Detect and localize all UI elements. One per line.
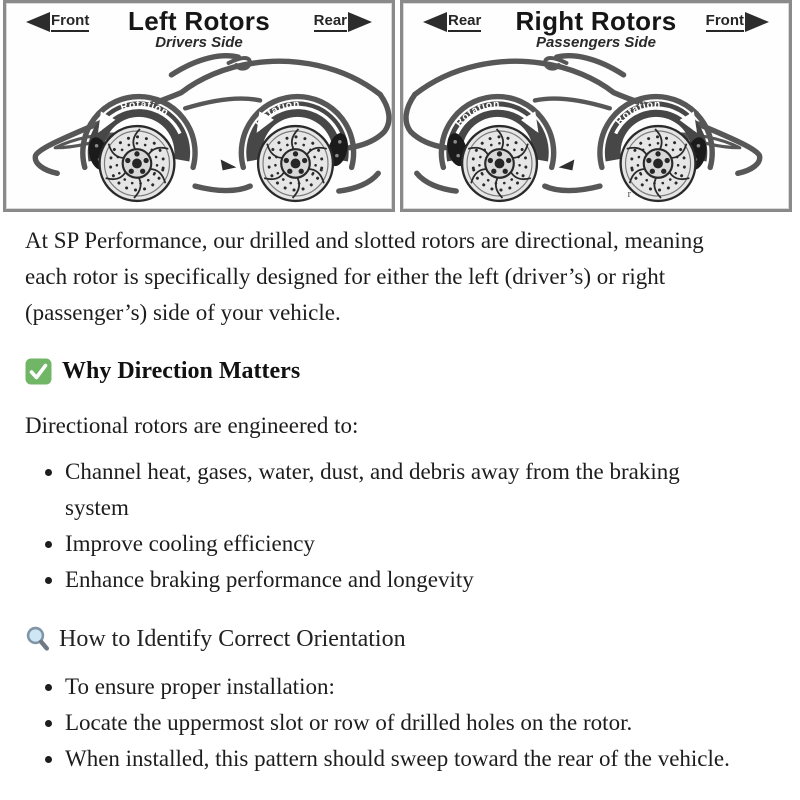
article-body <box>0 223 800 787</box>
arrow-left-icon <box>423 12 447 32</box>
left-car-illustration <box>6 51 392 209</box>
arrow-right-icon <box>348 12 372 32</box>
rear-direction-label: Rear <box>314 12 372 32</box>
how-to-identify-heading <box>25 625 760 654</box>
magnifying-glass-icon <box>25 625 52 654</box>
benefits-list <box>25 454 690 598</box>
panel-subtitle: Drivers Side <box>155 34 243 51</box>
panel-title: Left Rotors <box>128 6 270 36</box>
heading-text: How to Identify Correct Orientation <box>59 626 406 652</box>
panel-title: Right Rotors <box>515 6 677 36</box>
front-direction-label: Front <box>26 12 89 32</box>
left-rotors-panel <box>3 0 395 212</box>
panel-subtitle: Passengers Side <box>535 34 657 51</box>
rear-direction-label: Rear <box>423 12 481 32</box>
rotation-label: Rotation <box>453 99 501 130</box>
arrow-left-icon <box>26 12 50 32</box>
heading-text: Why Direction Matters <box>62 358 301 384</box>
rotation-label: Rotation <box>613 99 661 128</box>
list-item: • Channel heat, gases, water, dust, and debris away from the braking system <box>65 454 690 526</box>
intro-paragraph: At SP Performance, our drilled and slotted rotors are directional, meaning each rotor is specifically designed for either the left (driver’s) or right (passenger’s) side of your vehicle. <box>25 228 704 325</box>
left-panel-header <box>6 3 392 51</box>
front-direction-label: Front <box>706 12 769 32</box>
list-item: • Enhance braking performance and longevity <box>65 562 690 598</box>
orientation-steps-list <box>25 669 760 777</box>
image-artifact: r <box>627 187 632 200</box>
arrow-right-icon <box>745 12 769 32</box>
rotation-label: Rotation <box>253 99 301 130</box>
right-rotors-panel <box>400 0 792 212</box>
check-mark-icon <box>25 358 52 385</box>
rotor-direction-diagram <box>0 0 800 212</box>
list-item: • To ensure proper installation: <box>65 669 760 705</box>
rotation-label: Rotation <box>119 99 171 119</box>
why-direction-matters-heading <box>25 358 760 385</box>
lead-paragraph: Directional rotors are engineered to: <box>25 413 359 438</box>
list-item: • Locate the uppermost slot or row of drilled holes on the rotor. <box>65 705 760 741</box>
list-item: • Improve cooling efficiency <box>65 526 690 562</box>
list-item: • When installed, this pattern should sweep toward the rear of the vehicle. <box>65 741 760 777</box>
right-car-illustration <box>403 51 789 209</box>
right-panel-header <box>403 3 789 51</box>
